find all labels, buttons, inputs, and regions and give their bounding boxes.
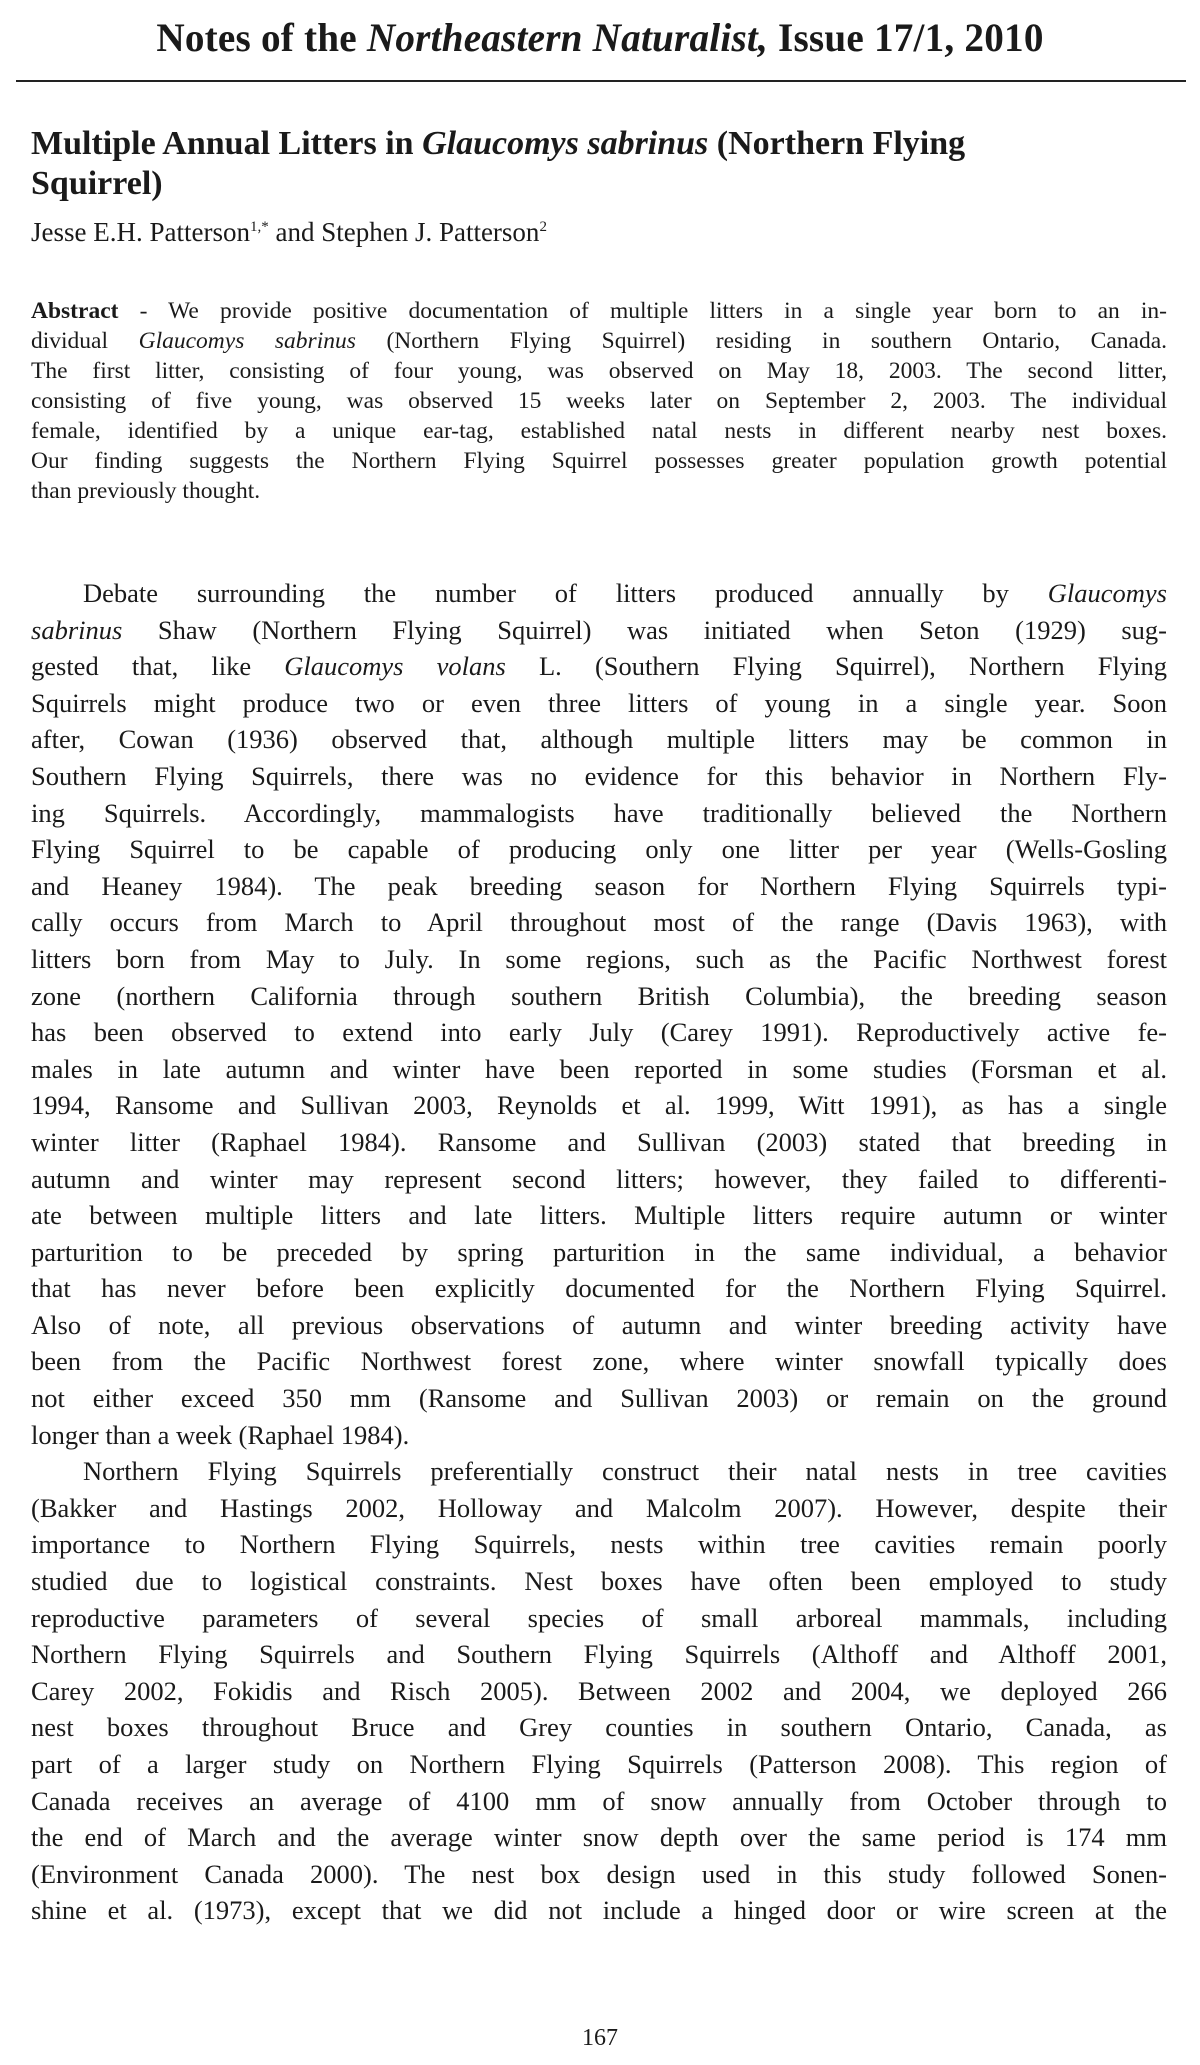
body-line: [31, 1380, 1167, 1417]
species-name: Glaucomys volans: [284, 651, 506, 682]
author-1: Jesse E.H. Patterson: [31, 217, 250, 247]
body-line: [31, 1307, 1167, 1344]
body-text-segment: after, Cowan (1936) observed that, although multiple litters may be common in: [31, 724, 1167, 755]
abstract-text: Our finding suggests the Northern Flying Squirrel possesses greater population growth potential: [31, 448, 1167, 474]
abstract-text: than previously thought.: [31, 478, 261, 504]
issue-info: Issue 17/1, 2010: [768, 15, 1044, 60]
article-title: [31, 124, 1171, 204]
body-line: [31, 1709, 1167, 1746]
body-line: [31, 1343, 1167, 1380]
abstract-text: - We provide positive documentation of multiple litters in a single year born to an in-: [118, 298, 1167, 324]
abstract-text: The first litter, consisting of four young, was observed on May 18, 2003. The second litter,: [31, 358, 1167, 384]
abstract-line: [31, 386, 1167, 416]
body-line: [31, 1124, 1167, 1161]
body-line: [31, 685, 1167, 722]
body-text-segment: has been observed to extend into early July (Carey 1991). Reproductively active fe-: [31, 1017, 1167, 1048]
body-text-segment: Southern Flying Squirrels, there was no evidence for this behavior in Northern Fly-: [31, 760, 1167, 791]
title-text-3: Squirrel): [31, 165, 163, 202]
body-line: [31, 1270, 1167, 1307]
title-text-2: (Northern Flying: [708, 125, 966, 162]
body-text-segment: gested that, like: [31, 651, 285, 682]
body-text-segment: males in late autumn and winter have been reported in some studies (Forsman et al.: [31, 1053, 1167, 1084]
body-text-segment: (Bakker and Hastings 2002, Holloway and Malcolm 2007). However, despite their: [31, 1492, 1167, 1523]
body-text-segment: nest boxes throughout Bruce and Grey counties in southern Ontario, Canada, as: [31, 1712, 1167, 1743]
body-text-segment: that has never before been explicitly documented for the Northern Flying Squirrel.: [31, 1273, 1167, 1304]
body-line: [31, 1856, 1167, 1893]
body-line: [31, 1819, 1167, 1856]
body-line: [31, 648, 1167, 685]
title-species: Glaucomys sabrinus: [422, 125, 709, 162]
running-head-prefix: Notes of the: [156, 15, 367, 60]
abstract: [31, 296, 1167, 506]
paragraph-start-line: [31, 1453, 1167, 1490]
abstract-line: [31, 446, 1167, 476]
body-line: [31, 1636, 1167, 1673]
body-line: [31, 1526, 1167, 1563]
body-line: [31, 1014, 1167, 1051]
species-name: Glaucomys sabrinus: [138, 328, 356, 354]
body-text-segment: Carey 2002, Fokidis and Risch 2005). Between 2002 and 2004, we deployed 266: [31, 1675, 1167, 1706]
body-text-segment: litters born from May to July. In some regions, such as the Pacific Northwest forest: [31, 943, 1167, 974]
body-line: [31, 795, 1167, 832]
species-name: sabrinus: [31, 614, 123, 645]
body-text-segment: the end of March and the average winter snow depth over the same period is 174 mm: [31, 1822, 1167, 1853]
body-line: [31, 1490, 1167, 1527]
author-2: and Stephen J. Patterson: [268, 217, 540, 247]
body-text: [31, 575, 1167, 1929]
body-text-segment: winter litter (Raphael 1984). Ransome and Sullivan (2003) stated that breeding in: [31, 1126, 1167, 1157]
abstract-text: (Northern Flying Squirrel) residing in southern Ontario, Canada.: [355, 328, 1167, 354]
body-line: [31, 1417, 1167, 1454]
body-text-segment: part of a larger study on Northern Flying Squirrels (Patterson 2008). This region of: [31, 1749, 1167, 1779]
body-line: [31, 941, 1167, 978]
running-head: [12, 14, 1188, 61]
author-1-affiliation: 1,*: [249, 219, 269, 235]
body-text-segment: cally occurs from March to April throughout most of the range (Davis 1963), with: [31, 907, 1167, 938]
body-text-segment: Canada receives an average of 4100 mm of snow annually from October through to: [31, 1785, 1167, 1816]
body-text-segment: importance to Northern Flying Squirrels, nests within tree cavities remain poorly: [31, 1529, 1167, 1560]
body-text-segment: ing Squirrels. Accordingly, mammalogists have traditionally believed the Northern: [31, 797, 1167, 828]
title-text: Multiple Annual Litters in: [31, 125, 423, 162]
body-line: [31, 1234, 1167, 1271]
body-line: [31, 1746, 1167, 1783]
body-text-segment: Debate surrounding the number of litters produced annually by: [83, 578, 1048, 608]
body-text-segment: shine et al. (1973), except that we did not include a hinged door or wire screen at the: [31, 1895, 1167, 1926]
body-line: [31, 1161, 1167, 1198]
abstract-line: [31, 416, 1167, 446]
body-line: [31, 1673, 1167, 1710]
body-text-segment: L. (Southern Flying Squirrel), Northern Flying: [505, 651, 1167, 682]
body-text-segment: ate between multiple litters and late litters. Multiple litters require autumn or winter: [31, 1200, 1167, 1231]
body-text-segment: and Heaney 1984). The peak breeding season for Northern Flying Squirrels typi-: [31, 870, 1167, 901]
body-text-segment: reproductive parameters of several species of small arboreal mammals, including: [31, 1602, 1167, 1633]
body-text-segment: zone (northern California through southern British Columbia), the breeding season: [31, 980, 1167, 1011]
author-list: [31, 216, 547, 248]
body-line: [31, 1563, 1167, 1600]
abstract-text: consisting of five young, was observed 15 weeks later on September 2, 2003. The individual: [31, 388, 1167, 414]
abstract-text: female, identified by a unique ear-tag, established natal nests in different nearby nest boxes.: [31, 418, 1167, 444]
body-text-segment: Northern Flying Squirrels and Southern Flying Squirrels (Althoff and Althoff 2001,: [31, 1639, 1167, 1670]
body-text-segment: Shaw (Northern Flying Squirrel) was initiated when Seton (1929) sug-: [122, 614, 1167, 645]
abstract-line: [31, 356, 1167, 386]
body-text-segment: Flying Squirrel to be capable of producing only one litter per year (Wells-Gosling: [31, 834, 1167, 865]
paragraph-start-line: [31, 575, 1167, 612]
journal-name: Northeastern Naturalist,: [366, 15, 769, 60]
body-line: [31, 831, 1167, 868]
body-text-segment: longer than a week (Raphael 1984).: [31, 1419, 410, 1450]
body-text-segment: studied due to logistical constraints. Nest boxes have often been employed to study: [31, 1566, 1167, 1597]
body-line: [31, 1892, 1167, 1929]
body-line: [31, 904, 1167, 941]
body-line: [31, 612, 1167, 649]
body-text-segment: Northern Flying Squirrels preferentially construct their natal nests in tree cavities: [83, 1456, 1167, 1487]
abstract-line: [31, 476, 1167, 506]
body-line: [31, 1600, 1167, 1637]
abstract-line: [31, 326, 1167, 356]
body-text-segment: Also of note, all previous observations of autumn and winter breeding activity have: [31, 1309, 1167, 1340]
body-text-segment: not either exceed 350 mm (Ransome and Sullivan 2003) or remain on the ground: [31, 1383, 1167, 1414]
body-line: [31, 721, 1167, 758]
body-line: [31, 1783, 1167, 1820]
body-text-segment: (Environment Canada 2000). The nest box design used in this study followed Sonen-: [31, 1858, 1167, 1889]
abstract-label: Abstract: [31, 298, 119, 324]
body-line: [31, 1197, 1167, 1234]
body-text-segment: 1994, Ransome and Sullivan 2003, Reynolds et al. 1999, Witt 1991), as has a single: [31, 1090, 1167, 1121]
body-text-segment: Squirrels might produce two or even three litters of young in a single year. Soon: [31, 687, 1167, 718]
body-line: [31, 758, 1167, 795]
author-2-affiliation: 2: [539, 219, 547, 235]
page-number: 167: [582, 2025, 618, 2051]
body-text-segment: been from the Pacific Northwest forest zone, where winter snowfall typically does: [31, 1346, 1167, 1377]
body-line: [31, 1051, 1167, 1088]
body-line: [31, 978, 1167, 1015]
abstract-text: dividual: [31, 328, 139, 354]
body-line: [31, 868, 1167, 905]
body-text-segment: parturition to be preceded by spring parturition in the same individual, a behavior: [31, 1236, 1167, 1267]
body-line: [31, 1087, 1167, 1124]
header-rule: [16, 80, 1186, 82]
body-text-segment: autumn and winter may represent second litters; however, they failed to differenti-: [31, 1163, 1167, 1194]
species-name: Glaucomys: [1047, 578, 1167, 608]
abstract-line: [31, 296, 1167, 326]
